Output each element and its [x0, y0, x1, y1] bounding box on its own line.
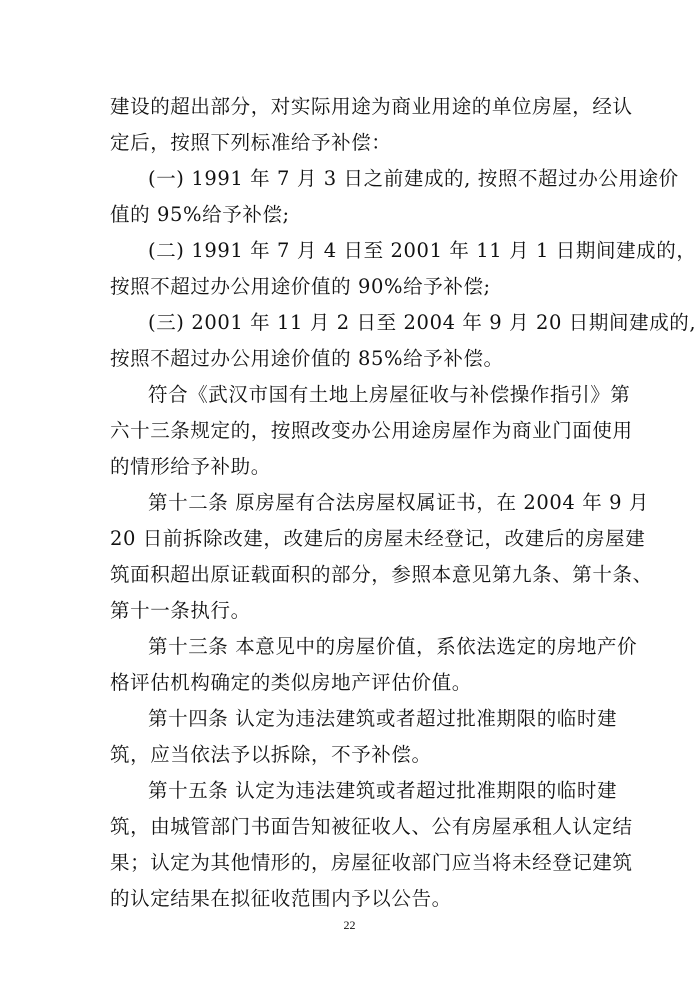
paragraph-line: 建设的超出部分，对实际用途为商业用途的单位房屋，经认 — [110, 95, 633, 118]
paragraph-line: 果；认定为其他情形的，房屋征收部门应当将未经登记建筑 — [110, 851, 633, 874]
paragraph-line: 六十三条规定的，按照改变办公用途房屋作为商业门面使用 — [110, 419, 633, 442]
paragraph-line: 按照不超过办公用途价值的 85%给予补偿。 — [110, 347, 504, 370]
article-12-heading-line: 第十二条 原房屋有合法房屋权属证书，在 2004 年 9 月 — [148, 491, 650, 514]
paragraph-line: 格评估机构确定的类似房地产评估价值。 — [110, 671, 472, 694]
paragraph-line: 20 日前拆除改建，改建后的房屋未经登记，改建后的房屋建 — [110, 527, 646, 550]
paragraph-line: 筑，应当依法予以拆除，不予补偿。 — [110, 743, 432, 766]
paragraph-line: 值的 95%给予补偿; — [110, 203, 290, 226]
article-15-heading-line: 第十五条 认定为违法建筑或者超过批准期限的临时建 — [148, 779, 618, 802]
paragraph-line: 的认定结果在拟征收范围内予以公告。 — [110, 887, 452, 910]
page-number: 22 — [343, 918, 356, 932]
paragraph-line: 定后，按照下列标准给予补偿： — [110, 131, 392, 154]
article-13-heading-line: 第十三条 本意见中的房屋价值，系依法选定的房地产价 — [148, 635, 638, 658]
paragraph-line: (一) 1991 年 7 月 3 日之前建成的, 按照不超过办公用途价 — [148, 167, 679, 190]
paragraph-line: (三) 2001 年 11 月 2 日至 2004 年 9 月 20 日期间建成的, — [148, 311, 697, 334]
paragraph-line: 符合《武汉市国有土地上房屋征收与补偿操作指引》第 — [148, 383, 631, 406]
paragraph-line: 筑，由城管部门书面告知被征收人、公有房屋承租人认定结 — [110, 815, 633, 838]
paragraph-line: 筑面积超出原证载面积的部分，参照本意见第九条、第十条、 — [110, 563, 653, 586]
paragraph-line: 按照不超过办公用途价值的 90%给予补偿; — [110, 275, 491, 298]
paragraph-line: 的情形给予补助。 — [110, 455, 271, 478]
paragraph-line: 第十一条执行。 — [110, 599, 251, 622]
article-14-heading-line: 第十四条 认定为违法建筑或者超过批准期限的临时建 — [148, 707, 618, 730]
paragraph-line: (二) 1991 年 7 月 4 日至 2001 年 11 月 1 日期间建成的， — [148, 239, 697, 262]
